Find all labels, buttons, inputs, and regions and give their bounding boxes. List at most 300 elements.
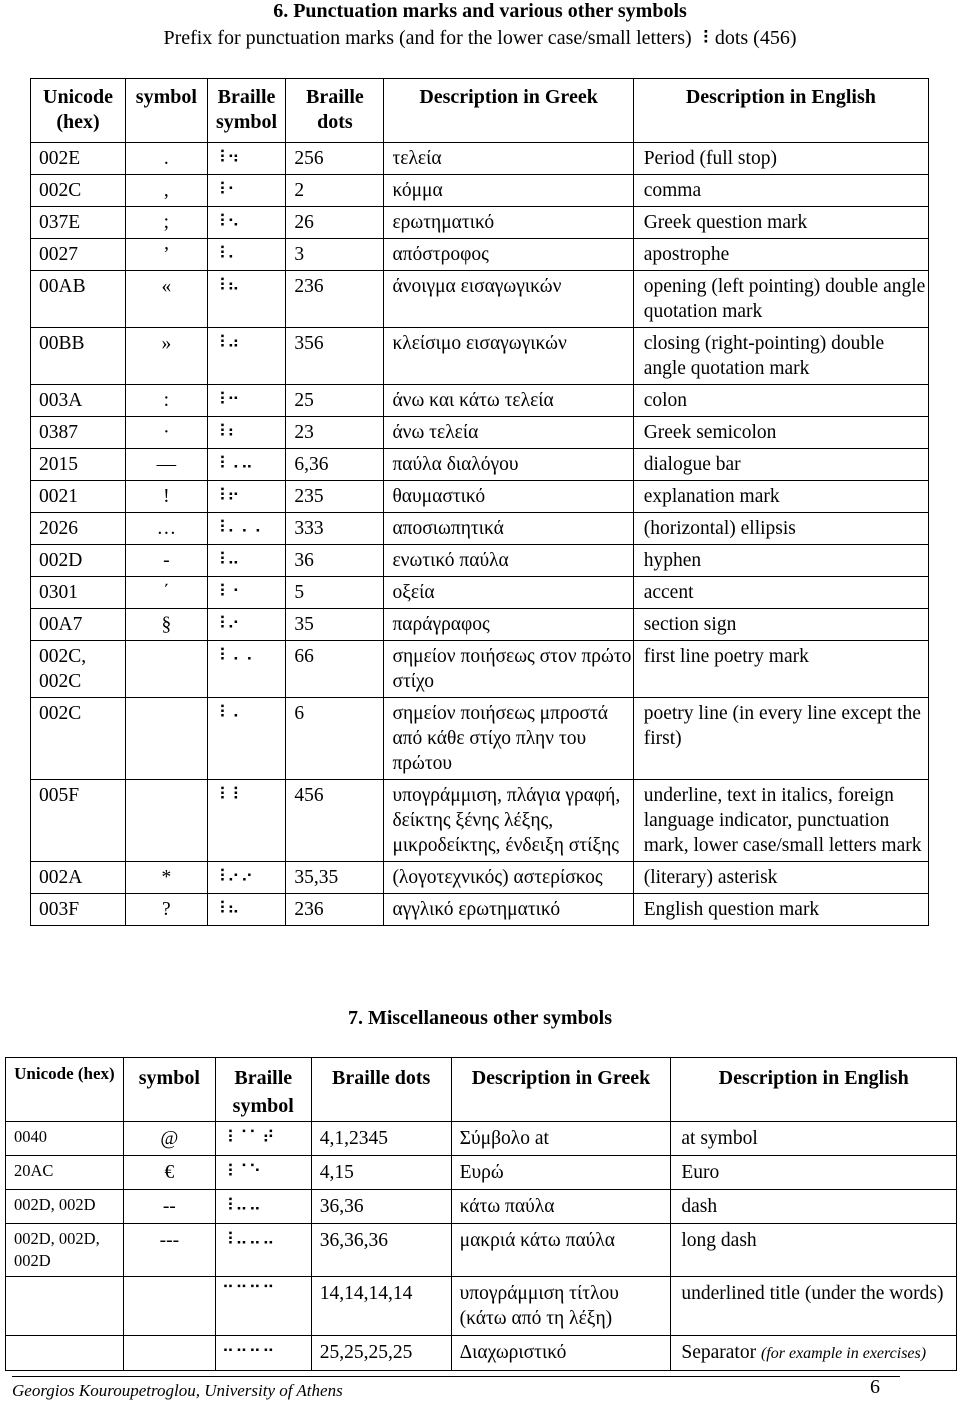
braille-dots-cell — [286, 328, 384, 385]
greek-description-cell — [384, 513, 633, 545]
header-braille-dots: Braille dots — [286, 79, 384, 143]
braille-symbol-cell — [207, 271, 286, 328]
braille-symbol-cell — [215, 1224, 311, 1277]
unicode-cell-text: 002E — [39, 148, 81, 169]
braille-symbol-cell — [215, 1277, 311, 1336]
braille-dots-cell — [286, 175, 384, 207]
english-description-cell — [633, 545, 928, 577]
english-description-cell — [633, 271, 928, 328]
braille-dots-cell — [286, 385, 384, 417]
symbol-cell-text: « — [161, 276, 172, 297]
english-description-cell — [671, 1190, 957, 1224]
english-description-cell — [671, 1156, 957, 1190]
symbol-cell-text: € — [164, 1162, 175, 1183]
symbol-cell — [126, 271, 208, 328]
unicode-cell-text: 00BB — [39, 333, 85, 354]
braille-symbol-cell-text: ⠸⠖ — [213, 486, 241, 506]
braille-symbol-cell-text: ⠸⠒ — [213, 390, 241, 410]
greek-description-cell-text: κάτω παύλα — [459, 1196, 555, 1217]
braille-dots-cell-text: 256 — [294, 148, 324, 169]
unicode-cell — [6, 1277, 124, 1336]
braille-symbol-cell — [207, 609, 286, 641]
table-row — [6, 1224, 957, 1277]
symbol-cell — [126, 545, 208, 577]
english-description-cell — [633, 577, 928, 609]
braille-dots-cell-text: 3 — [294, 244, 305, 265]
greek-description-cell — [384, 894, 633, 926]
braille-symbol-cell — [207, 175, 286, 207]
greek-description-cell — [451, 1336, 671, 1371]
greek-description-cell-text: οξεία — [392, 582, 435, 603]
symbol-cell — [126, 239, 208, 271]
unicode-cell — [31, 207, 126, 239]
braille-dots-cell — [286, 271, 384, 328]
table-row — [31, 239, 929, 271]
greek-description-cell — [451, 1190, 671, 1224]
braille-dots-cell — [311, 1190, 451, 1224]
symbol-cell — [126, 143, 208, 175]
english-description-cell — [633, 481, 928, 513]
braille-dots-cell — [286, 239, 384, 271]
unicode-cell-text: 005F — [39, 785, 80, 806]
braille-symbol-cell — [215, 1156, 311, 1190]
table-row — [31, 385, 929, 417]
braille-dots-cell — [311, 1277, 451, 1336]
greek-description-cell — [384, 328, 633, 385]
braille-symbol-cell-text: ⠸⠔ — [213, 614, 241, 634]
table-row — [31, 641, 929, 698]
english-description-cell-text: first line poetry mark — [643, 646, 809, 667]
braille-symbol-cell-text: ⠸⠸ — [213, 785, 241, 805]
symbol-cell-text: ! — [163, 486, 170, 507]
unicode-cell-text: 0040 — [14, 1127, 47, 1146]
braille-symbol-cell-text: ⠸⠄⠄⠄ — [213, 518, 268, 538]
unicode-cell-text: 2026 — [39, 518, 78, 539]
english-description-cell-text: Euro — [681, 1162, 720, 1183]
unicode-cell — [31, 417, 126, 449]
english-description-cell-text: poetry line (in every line except the first) — [643, 703, 921, 749]
header-unicode: Unicode (hex) — [6, 1058, 124, 1122]
unicode-cell — [31, 449, 126, 481]
page-number: 6 — [870, 1376, 880, 1398]
braille-symbol-cell — [207, 577, 286, 609]
greek-description-cell-text: υπογράμμιση, πλάγια γραφή, δείκτης ξένης λέξης, μικροδείκτης, ένδειξη στίξης — [392, 785, 621, 856]
english-description-cell — [633, 207, 928, 239]
prefix-text: Prefix for punctuation marks (and for the lower case/small letters) — [163, 27, 692, 49]
header-english: Description in English — [633, 79, 928, 143]
symbol-cell — [126, 862, 208, 894]
symbol-cell — [126, 894, 208, 926]
braille-symbol-cell-text: ⠸⠈⠁⠞ — [221, 1128, 276, 1148]
unicode-cell-text: 003A — [39, 390, 83, 411]
greek-description-cell-text: απόστροφος — [392, 244, 489, 265]
braille-symbol-cell-text: ⠸⠲ — [213, 148, 241, 168]
table-row — [6, 1156, 957, 1190]
english-description-cell — [633, 328, 928, 385]
unicode-cell — [31, 239, 126, 271]
english-description-cell — [633, 143, 928, 175]
greek-description-cell-text: Ευρώ — [459, 1162, 504, 1183]
braille-dots-cell-text: 236 — [294, 276, 324, 297]
unicode-cell-text: 002C, 002C — [39, 646, 87, 692]
braille-dots-cell-text: 6,36 — [294, 454, 329, 475]
greek-description-cell-text: άνω και κάτω τελεία — [392, 390, 554, 411]
english-description-cell — [671, 1224, 957, 1277]
english-description-cell-text: Greek semicolon — [643, 422, 777, 443]
symbol-cell — [126, 385, 208, 417]
greek-description-cell-text: θαυμαστικό — [392, 486, 486, 507]
symbol-cell-text: ’ — [163, 244, 170, 265]
unicode-cell-text: 002D, 002D — [14, 1195, 96, 1214]
symbol-cell-text: ; — [163, 212, 170, 233]
english-description-cell — [633, 641, 928, 698]
table-row — [6, 1336, 957, 1371]
greek-description-cell — [384, 545, 633, 577]
table-row — [31, 780, 929, 862]
symbol-cell-text: * — [161, 867, 172, 888]
braille-dots-cell — [286, 143, 384, 175]
english-description-cell — [633, 385, 928, 417]
greek-description-cell — [384, 449, 633, 481]
unicode-cell — [31, 545, 126, 577]
unicode-cell-text: 20AC — [14, 1161, 54, 1180]
greek-description-cell — [384, 609, 633, 641]
table-row — [31, 207, 929, 239]
unicode-cell-text: 002D, 002D, 002D — [14, 1229, 100, 1270]
braille-symbol-cell — [207, 207, 286, 239]
braille-dots-cell-text: 25,25,25,25 — [319, 1342, 413, 1363]
braille-symbol-cell — [215, 1336, 311, 1371]
braille-symbol-cell-text: ⠸⠦ — [213, 899, 241, 919]
braille-symbol-cell-text: ⠸⠂ — [213, 180, 241, 200]
english-description-cell-text: (horizontal) ellipsis — [643, 518, 796, 539]
unicode-cell-text: 002C — [39, 180, 82, 201]
braille-symbol-cell-text: ⠸⠠⠠ — [213, 646, 255, 666]
greek-description-cell — [384, 143, 633, 175]
braille-symbol-cell-text: ⠸⠤⠤ — [221, 1196, 263, 1216]
unicode-cell-text: 037E — [39, 212, 81, 233]
symbol-cell — [123, 1224, 215, 1277]
unicode-cell — [6, 1122, 124, 1156]
greek-description-cell-text: κλείσιμο εισαγωγικών — [392, 333, 567, 354]
braille-dots-cell — [286, 545, 384, 577]
braille-dots-cell-text: 35,35 — [294, 867, 339, 888]
unicode-cell — [31, 609, 126, 641]
braille-symbol-cell-text: ⠸⠴ — [213, 333, 241, 353]
table-row — [31, 698, 929, 780]
unicode-cell — [31, 328, 126, 385]
symbol-cell-text: . — [163, 148, 169, 169]
unicode-cell — [6, 1190, 124, 1224]
header-greek: Description in Greek — [451, 1058, 671, 1122]
english-description-cell — [633, 698, 928, 780]
english-description-cell-text: at symbol — [681, 1128, 758, 1149]
braille-dots-cell-text: 236 — [294, 899, 324, 920]
greek-description-cell — [384, 862, 633, 894]
braille-symbol-cell — [207, 481, 286, 513]
english-description-cell — [671, 1277, 957, 1336]
braille-symbol-cell — [207, 894, 286, 926]
header-braille-dots: Braille dots — [311, 1058, 451, 1122]
braille-symbol-cell-text: ⠸⠆ — [213, 422, 241, 442]
table-row — [6, 1277, 957, 1336]
braille-dots-cell-text: 23 — [294, 422, 314, 443]
greek-description-cell-text: τελεία — [392, 148, 442, 169]
braille-dots-cell — [286, 609, 384, 641]
table-row — [31, 417, 929, 449]
english-description-cell — [633, 513, 928, 545]
table-row — [31, 481, 929, 513]
table-row — [31, 894, 929, 926]
english-note: (for example in exercises) — [760, 1345, 927, 1362]
english-description-cell-text: closing (right-pointing) double angle quotation mark — [643, 333, 885, 379]
braille-symbol-cell — [207, 328, 286, 385]
greek-description-cell — [384, 207, 633, 239]
english-description-cell-text: underlined title (under the words) — [681, 1283, 944, 1304]
symbol-cell-text: … — [156, 518, 177, 539]
greek-description-cell — [384, 577, 633, 609]
braille-symbol-cell — [207, 641, 286, 698]
braille-dots-cell-text: 2 — [294, 180, 305, 201]
english-description-cell-text: explanation mark — [643, 486, 780, 507]
greek-description-cell-text: παράγραφος — [392, 614, 490, 635]
braille-dots-cell — [286, 780, 384, 862]
greek-description-cell-text: Σύμβολο at — [459, 1128, 549, 1149]
greek-description-cell — [384, 175, 633, 207]
table-row — [31, 328, 929, 385]
unicode-cell-text: 0021 — [39, 486, 78, 507]
unicode-cell — [31, 385, 126, 417]
symbol-cell — [123, 1277, 215, 1336]
braille-dots-cell — [286, 577, 384, 609]
punctuation-table — [30, 78, 929, 926]
greek-description-cell — [384, 385, 633, 417]
english-description-cell — [633, 175, 928, 207]
braille-symbol-cell — [207, 513, 286, 545]
symbol-cell — [126, 698, 208, 780]
symbol-cell-text: ΄ — [163, 582, 170, 603]
greek-description-cell — [451, 1277, 671, 1336]
unicode-cell-text: 2015 — [39, 454, 78, 475]
braille-symbol-cell — [207, 143, 286, 175]
english-description-cell-text: dialogue bar — [643, 454, 741, 475]
greek-description-cell-text: παύλα διαλόγου — [392, 454, 519, 475]
english-description-cell-text: accent — [643, 582, 694, 603]
header-braille-symbol: Braille symbol — [215, 1058, 311, 1122]
braille-symbol-cell-text: ⠸⠈⠑ — [221, 1162, 263, 1182]
greek-description-cell-text: μακριά κάτω παύλα — [459, 1230, 615, 1251]
unicode-cell-text: 0387 — [39, 422, 78, 443]
english-description-cell — [633, 239, 928, 271]
misc-table — [5, 1057, 957, 1371]
header-symbol: symbol — [123, 1058, 215, 1122]
header-unicode: Unicode (hex) — [31, 79, 126, 143]
symbol-cell-text: » — [161, 333, 172, 354]
symbol-cell — [123, 1190, 215, 1224]
braille-dots-cell-text: 235 — [294, 486, 324, 507]
braille-symbol-cell — [207, 239, 286, 271]
unicode-cell — [6, 1156, 124, 1190]
braille-dots-cell-text: 6 — [294, 703, 305, 724]
english-description-cell-text: Separator — [681, 1342, 757, 1363]
braille-symbol-cell — [207, 862, 286, 894]
braille-dots-cell-text: 4,1,2345 — [319, 1128, 388, 1149]
english-description-cell-text: dash — [681, 1196, 718, 1217]
symbol-cell — [126, 641, 208, 698]
greek-description-cell-text: αγγλικό ερωτηματικό — [392, 899, 561, 920]
unicode-cell — [31, 143, 126, 175]
prefix-braille: ⠸ — [696, 28, 710, 49]
braille-symbol-cell-text: ⠸⠦ — [213, 276, 241, 296]
table-row — [6, 1122, 957, 1156]
braille-symbol-cell-text: ⠸⠄ — [213, 244, 241, 264]
header-english: Description in English — [671, 1058, 957, 1122]
braille-dots-cell — [286, 698, 384, 780]
header-symbol: symbol — [126, 79, 208, 143]
braille-dots-cell-text: 66 — [294, 646, 314, 667]
braille-symbol-cell — [207, 385, 286, 417]
greek-description-cell-text: Διαχωριστικό — [459, 1342, 567, 1363]
symbol-cell — [126, 449, 208, 481]
braille-symbol-cell — [207, 449, 286, 481]
english-description-cell-text: colon — [643, 390, 688, 411]
table-row — [31, 862, 929, 894]
greek-description-cell — [384, 780, 633, 862]
symbol-cell-text: @ — [160, 1128, 179, 1149]
symbol-cell-text: , — [163, 180, 169, 201]
unicode-cell-text: 00A7 — [39, 614, 83, 635]
symbol-cell — [126, 417, 208, 449]
unicode-cell — [31, 175, 126, 207]
symbol-cell — [123, 1156, 215, 1190]
unicode-cell — [31, 894, 126, 926]
unicode-cell-text: 0027 — [39, 244, 78, 265]
greek-description-cell — [384, 271, 633, 328]
braille-dots-cell — [286, 417, 384, 449]
header-greek: Description in Greek — [384, 79, 633, 143]
unicode-cell-text: 002C — [39, 703, 82, 724]
braille-symbol-cell — [207, 545, 286, 577]
greek-description-cell — [384, 641, 633, 698]
braille-dots-cell — [286, 449, 384, 481]
english-description-cell-text: (literary) asterisk — [643, 867, 778, 888]
unicode-cell — [31, 641, 126, 698]
table-row — [6, 1190, 957, 1224]
english-description-cell-text: Greek question mark — [643, 212, 808, 233]
symbol-cell-text: § — [161, 614, 172, 635]
unicode-cell — [31, 862, 126, 894]
greek-description-cell-text: σημείον ποιήσεως στον πρώτο στίχο — [392, 646, 632, 692]
symbol-cell-text: --- — [159, 1230, 180, 1251]
greek-description-cell-text: αποσιωπητικά — [392, 518, 504, 539]
braille-dots-cell — [311, 1336, 451, 1371]
braille-symbol-cell — [207, 780, 286, 862]
unicode-cell — [31, 698, 126, 780]
symbol-cell — [126, 513, 208, 545]
greek-description-cell — [451, 1122, 671, 1156]
symbol-cell-text: : — [163, 390, 170, 411]
greek-description-cell — [384, 698, 633, 780]
braille-symbol-cell — [215, 1190, 311, 1224]
english-description-cell — [633, 449, 928, 481]
braille-dots-cell-text: 456 — [294, 785, 324, 806]
braille-dots-cell-text: 25 — [294, 390, 314, 411]
english-description-cell-text: underline, text in italics, foreign language indicator, punctuation mark, lower case/small letters mark — [643, 785, 922, 856]
table-row — [31, 577, 929, 609]
braille-dots-cell — [286, 513, 384, 545]
braille-symbol-cell-text: ⠸⠢ — [213, 212, 241, 232]
braille-dots-cell — [286, 641, 384, 698]
prefix-dots: dots (456) — [714, 27, 797, 49]
english-description-cell — [633, 862, 928, 894]
braille-symbol-cell-text: ⠒⠒⠒⠒ — [221, 1342, 276, 1362]
braille-symbol-cell-text: ⠸⠤ — [213, 550, 241, 570]
unicode-cell — [31, 481, 126, 513]
braille-dots-cell-text: 36,36,36 — [319, 1230, 388, 1251]
symbol-cell-text: ? — [162, 899, 171, 920]
greek-description-cell-text: υπογράμμιση τίτλου (κάτω από τη λέξη) — [459, 1283, 619, 1329]
braille-dots-cell — [286, 481, 384, 513]
braille-dots-cell-text: 5 — [294, 582, 305, 603]
unicode-cell-text: 0301 — [39, 582, 78, 603]
english-description-cell-text: opening (left pointing) double angle quotation mark — [643, 276, 926, 322]
braille-dots-cell — [311, 1224, 451, 1277]
symbol-cell — [126, 328, 208, 385]
symbol-cell-text: — — [156, 454, 177, 475]
table-row — [31, 449, 929, 481]
unicode-cell-text: 00AB — [39, 276, 86, 297]
english-description-cell-text: apostrophe — [643, 244, 730, 265]
unicode-cell — [31, 780, 126, 862]
table-row — [31, 513, 929, 545]
greek-description-cell — [451, 1224, 671, 1277]
table-row — [31, 271, 929, 328]
braille-symbol-cell — [207, 698, 286, 780]
unicode-cell-text: 003F — [39, 899, 80, 920]
braille-dots-cell-text: 36 — [294, 550, 314, 571]
unicode-cell — [31, 513, 126, 545]
header-braille-symbol: Braille symbol — [207, 79, 286, 143]
unicode-cell — [6, 1336, 124, 1371]
braille-symbol-cell-text: ⠸⠠ — [213, 703, 241, 723]
braille-dots-cell — [286, 862, 384, 894]
braille-symbol-cell — [215, 1122, 311, 1156]
english-description-cell — [671, 1122, 957, 1156]
braille-dots-cell-text: 4,15 — [319, 1162, 354, 1183]
braille-symbol-cell-text: ⠸⠠⠤ — [213, 454, 255, 474]
greek-description-cell-text: ενωτικό παύλα — [392, 550, 509, 571]
english-description-cell-text: section sign — [643, 614, 737, 635]
english-description-cell-text: hyphen — [643, 550, 702, 571]
english-description-cell-text: Period (full stop) — [643, 148, 777, 169]
table-row — [31, 143, 929, 175]
braille-dots-cell-text: 35 — [294, 614, 314, 635]
symbol-cell — [126, 609, 208, 641]
english-description-cell — [633, 417, 928, 449]
greek-description-cell — [384, 239, 633, 271]
footer-author: Georgios Kouroupetroglou, University of Athens — [12, 1376, 900, 1401]
symbol-cell — [126, 175, 208, 207]
braille-dots-cell-text: 26 — [294, 212, 314, 233]
greek-description-cell-text: ερωτηματικό — [392, 212, 495, 233]
braille-dots-cell — [286, 894, 384, 926]
braille-dots-cell-text: 333 — [294, 518, 324, 539]
symbol-cell — [126, 481, 208, 513]
symbol-cell-text: - — [163, 550, 170, 571]
english-description-cell — [633, 609, 928, 641]
table-row — [31, 175, 929, 207]
braille-dots-cell-text: 36,36 — [319, 1196, 364, 1217]
